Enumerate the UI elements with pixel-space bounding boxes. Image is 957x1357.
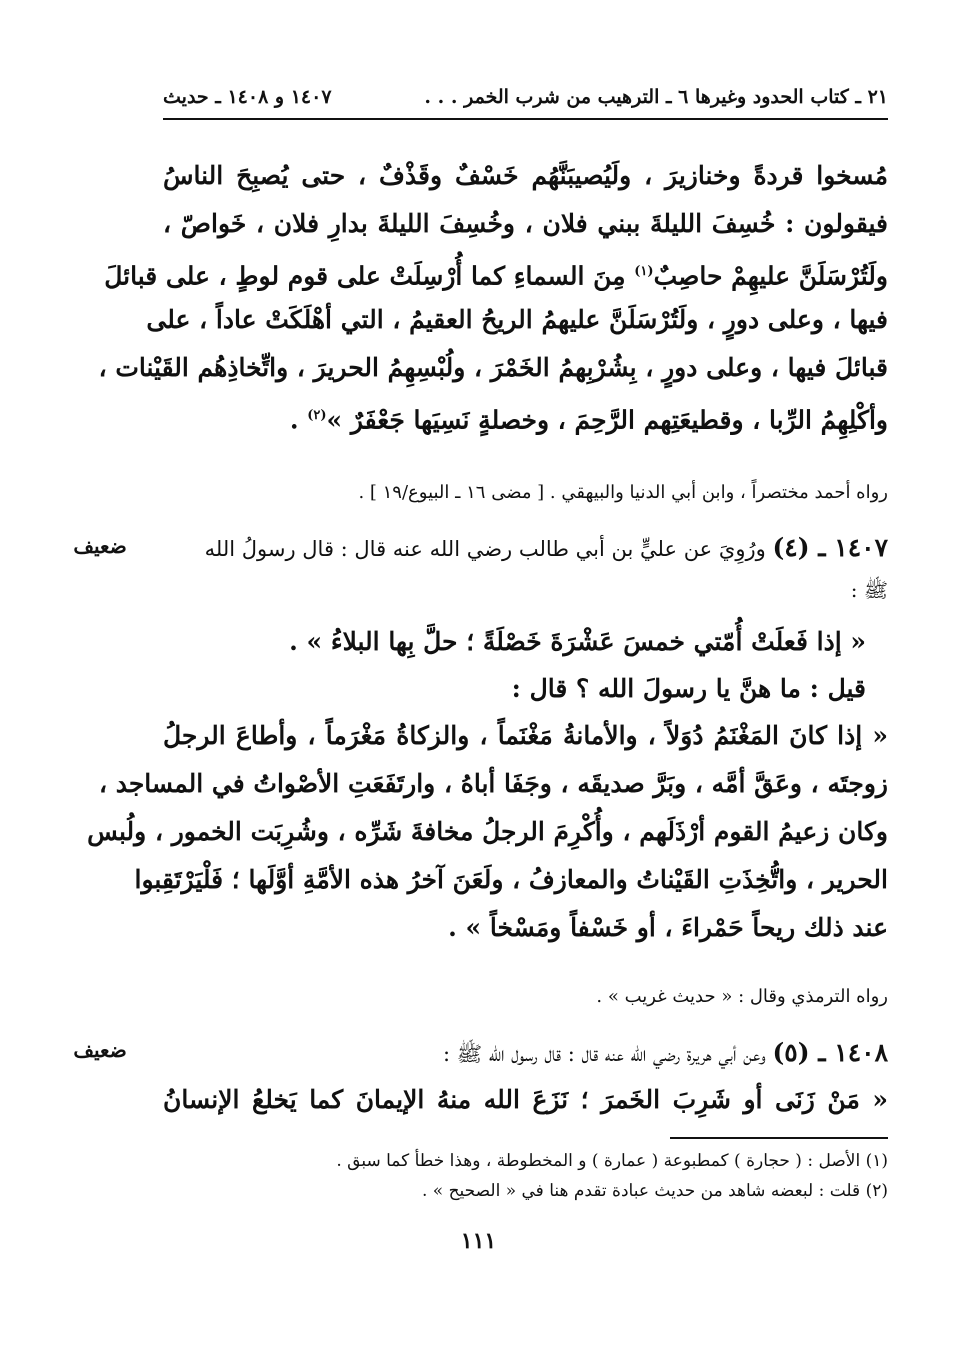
- footnote: (١) الأصل : ( حجارة ) كمطبوعة ( عمارة ) و المخطوطة ، وهذا خطأ كما سبق .: [336, 1151, 888, 1171]
- continuation-text: [98, 152, 888, 440]
- source-citation: رواه الترمذي وقال : « حديث غريب » .: [596, 986, 888, 1007]
- text-line: « إذا فَعلَتْ أُمّتي خمسَ عَشْرَةَ خَصْلَةً ؛ حلَّ بِها البلاءُ » .: [289, 627, 866, 656]
- text-line: الحرير ، واتُّخِذَتِ القَيْناتُ والمعازفُ ، ولَعَنَ آخرُ هذه الأمَّةِ أوَّلَها ؛ فَلْيَرْتَقِبوا: [134, 865, 888, 894]
- footnote: (٢) قلت : لبعضه شاهد من حديث عبادة تقدم هنا في « الصحيح » .: [421, 1181, 888, 1201]
- footnote-marker: (٢): [307, 408, 327, 423]
- text-line: [104, 248, 888, 296]
- footnotes: [163, 1146, 888, 1206]
- running-header: [163, 80, 888, 114]
- text-line: وكان زعيمُ القوم أرْذَلَهم ، وأُكْرِمَ الرجلُ مخافةَ شَرِّه ، وشُرِبَت الخمور ، ولُبس: [87, 817, 888, 846]
- text-segment: .: [289, 405, 308, 435]
- grade-label: ضعيف: [73, 1038, 127, 1062]
- text-segment: مِنَ السماءِ كما أُرْسِلَتْ على قوم لوطٍ ، على قبائلَ: [104, 261, 626, 291]
- text-segment: وأكْلِهِمُ الرِّبا ، وقطيعَتِهم الرَّحِمَ ، وخصلةٍ نَسِيَها جَعْفَرٌ »: [326, 405, 888, 435]
- hadith-1408: [163, 1030, 888, 1124]
- header-divider: [163, 118, 888, 120]
- hadith-number: ١٤٠٨ ـ (٥): [772, 1038, 888, 1067]
- hadith-chain: وعن أبي هريرة رضي الله عنه قال : قال رسول الله ﷺ :: [442, 1042, 766, 1066]
- text-line: قيل : ما هنَّ يا رسولَ الله ؟ قال :: [511, 674, 866, 703]
- hadith-1407-text: [87, 618, 888, 952]
- text-segment: ولَتُرْسَلَنَّ عليهِمْ حاصِبٌ: [653, 261, 888, 291]
- salawat-line: [163, 570, 888, 614]
- header-chapter-title: ٢١ ـ كتاب الحدود وغيرها ٦ ـ الترهيب من شرب الخمر . . .: [424, 86, 888, 108]
- text-line: فيها ، وعلى دورٍ ، ولَتُرْسَلَنَّ عليهمُ الريحُ العقيمُ ، التي أهْلَكَتْ عاداً ، على: [146, 305, 888, 334]
- text-line: [163, 392, 888, 440]
- grade-label: ضعيف: [73, 534, 127, 558]
- text-line: « مَنْ زَنَى أو شَرِبَ الخَمرَ ؛ نَزَعَ الله منهُ الإيمانَ كما يَخلعُ الإنسانُ: [163, 1085, 888, 1114]
- hadith-intro-line: [163, 1030, 888, 1076]
- text-line: فيقولون : خُسِفَ الليلةَ ببني فلان ، وخُسِفَ الليلةَ بدارِ فلان ، خَواصّ ،: [163, 209, 888, 238]
- hadith-number: ١٤٠٧ ـ (٤): [772, 533, 888, 562]
- salawat-symbol: ﷺ :: [850, 578, 888, 602]
- hadith-intro-line: [163, 526, 888, 570]
- page-number: ١١١: [460, 1228, 497, 1254]
- text-line: قبائلَ فيها ، وعلى دورٍ ، بِشُرْبِهمُ الخَمْرَ ، ولُبْسِهِمُ الحريرَ ، واتِّخاذِهُم القَيْنات ،: [98, 353, 888, 382]
- source-citation: رواه أحمد مختصراً ، وابن أبي الدنيا والبيهقي . [ مضى ١٦ ـ البيوع/١٩ ] .: [358, 482, 888, 503]
- text-line: عند ذلك ريحاً حَمْراءَ ، أو خَسْفاً ومَسْخاً » .: [448, 913, 888, 942]
- hadith-1407: [163, 526, 888, 614]
- text-line: « إذا كانَ المَغْنَمُ دُوَلاً ، والأمانةُ مَغْنَماً ، والزكاةُ مَغْرَماً ، وأطاعَ الرجلُ: [163, 721, 888, 750]
- text-line: زوجتَه ، وعَقَّ أمَّه ، وبَرَّ صديقَه ، وجَفَا أباهُ ، وارتَفَعَتِ الأصْواتُ في المساجد ،: [98, 769, 888, 798]
- footnote-divider: [670, 1137, 888, 1139]
- hadith-chain: ورُوِيَ عن عليٍّ بن أبي طالب رضي الله عنه قال : قال رسولُ الله: [204, 537, 766, 561]
- footnote-marker: (١): [634, 264, 654, 279]
- header-hadith-range: ١٤٠٧ و ١٤٠٨ ـ حديث: [163, 86, 332, 108]
- text-line: مُسخوا قردةً وخنازيرَ ، ولَيُصيبَنَّهُم خَسْفٌ وقَذْفٌ ، حتى يُصبِحَ الناسُ: [163, 161, 888, 190]
